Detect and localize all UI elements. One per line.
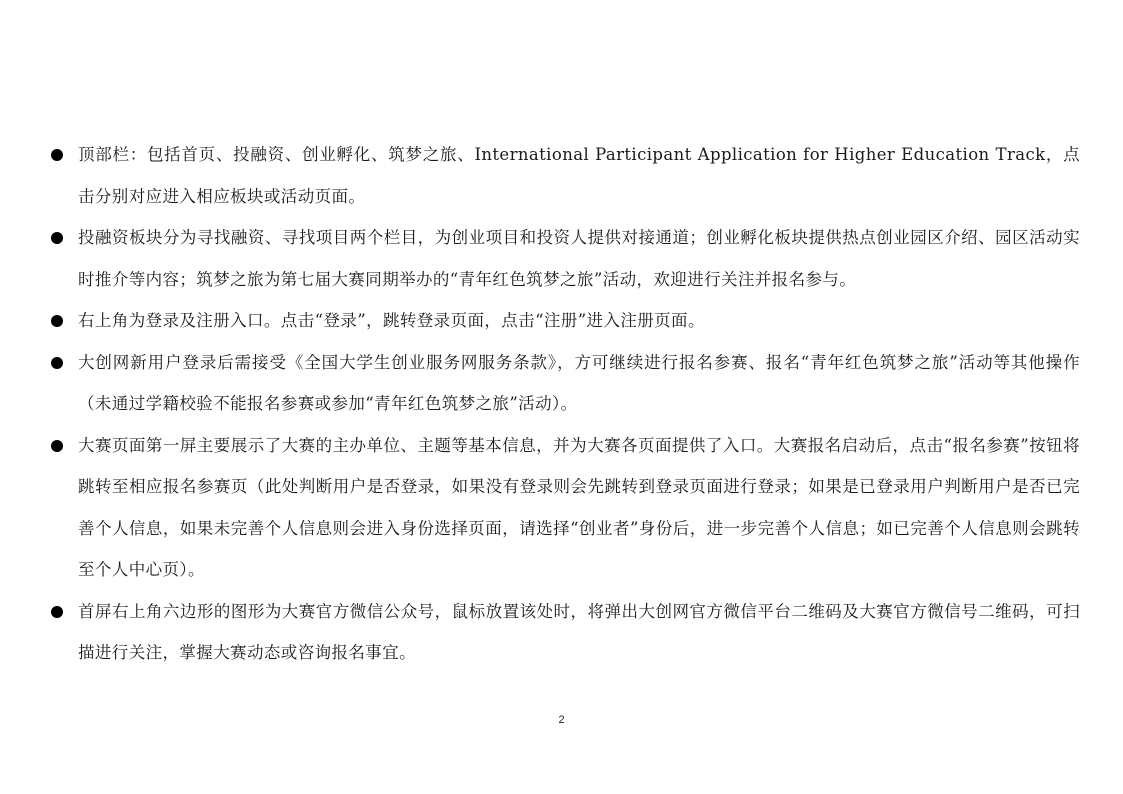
- bullet-text: 大创网新用户登录后需接受《全国大学生创业服务网服务条款》，方可继续进行报名参赛、报名“青年红色筑梦之旅”活动等其他操作（未通过学籍校验不能报名参赛或参加“青年红色筑梦之旅”活动）。: [78, 352, 1080, 413]
- list-item: [50, 300, 1080, 342]
- list-item: [50, 134, 1080, 217]
- bullet-text: 投融资板块分为寻找融资、寻找项目两个栏目，为创业项目和投资人提供对接通道；创业孵化板块提供热点创业园区介绍、园区活动实时推介等内容；筑梦之旅为第七届大赛同期举办的“青年红色筑梦之旅”活动，欢迎进行关注并报名参与。: [78, 228, 1080, 289]
- bullet-dot-icon: [51, 440, 63, 452]
- bullet-text: 大赛页面第一屏主要展示了大赛的主办单位、主题等基本信息，并为大赛各页面提供了入口。大赛报名启动后，点击“报名参赛”按钮将跳转至相应报名参赛页（此处判断用户是否登录，如果没有登录则会先跳转到登录页面进行登录；如果是已登录用户判断用户是否已完善个人信息，如果未完善个人信息则会进入身份选择页面，请选择“创业者”身份后，进一步完善个人信息；如已完善个人信息则会跳转至个人中心页）。: [78, 435, 1080, 579]
- list-item: [50, 342, 1080, 425]
- list-item: [50, 425, 1080, 591]
- bullet-text: 右上角为登录及注册入口。点击“登录”，跳转登录页面，点击“注册”进入注册页面。: [78, 311, 705, 330]
- bullet-dot-icon: [51, 315, 63, 327]
- bullet-dot-icon: [51, 149, 63, 161]
- list-item: [50, 217, 1080, 300]
- bullet-dot-icon: [51, 357, 63, 369]
- bullet-dot-icon: [51, 606, 63, 618]
- bullet-text: 顶部栏：包括首页、投融资、创业孵化、筑梦之旅、International Participant Application for Higher Education Track，点击分别对应进入相应板块或活动页面。: [78, 145, 1080, 206]
- bullet-list: [50, 134, 1080, 674]
- page-number: 2: [558, 714, 565, 726]
- list-item: [50, 591, 1080, 674]
- bullet-dot-icon: [51, 232, 63, 244]
- bullet-text: 首屏右上角六边形的图形为大赛官方微信公众号，鼠标放置该处时，将弹出大创网官方微信平台二维码及大赛官方微信号二维码，可扫描进行关注，掌握大赛动态或咨询报名事宜。: [78, 601, 1080, 662]
